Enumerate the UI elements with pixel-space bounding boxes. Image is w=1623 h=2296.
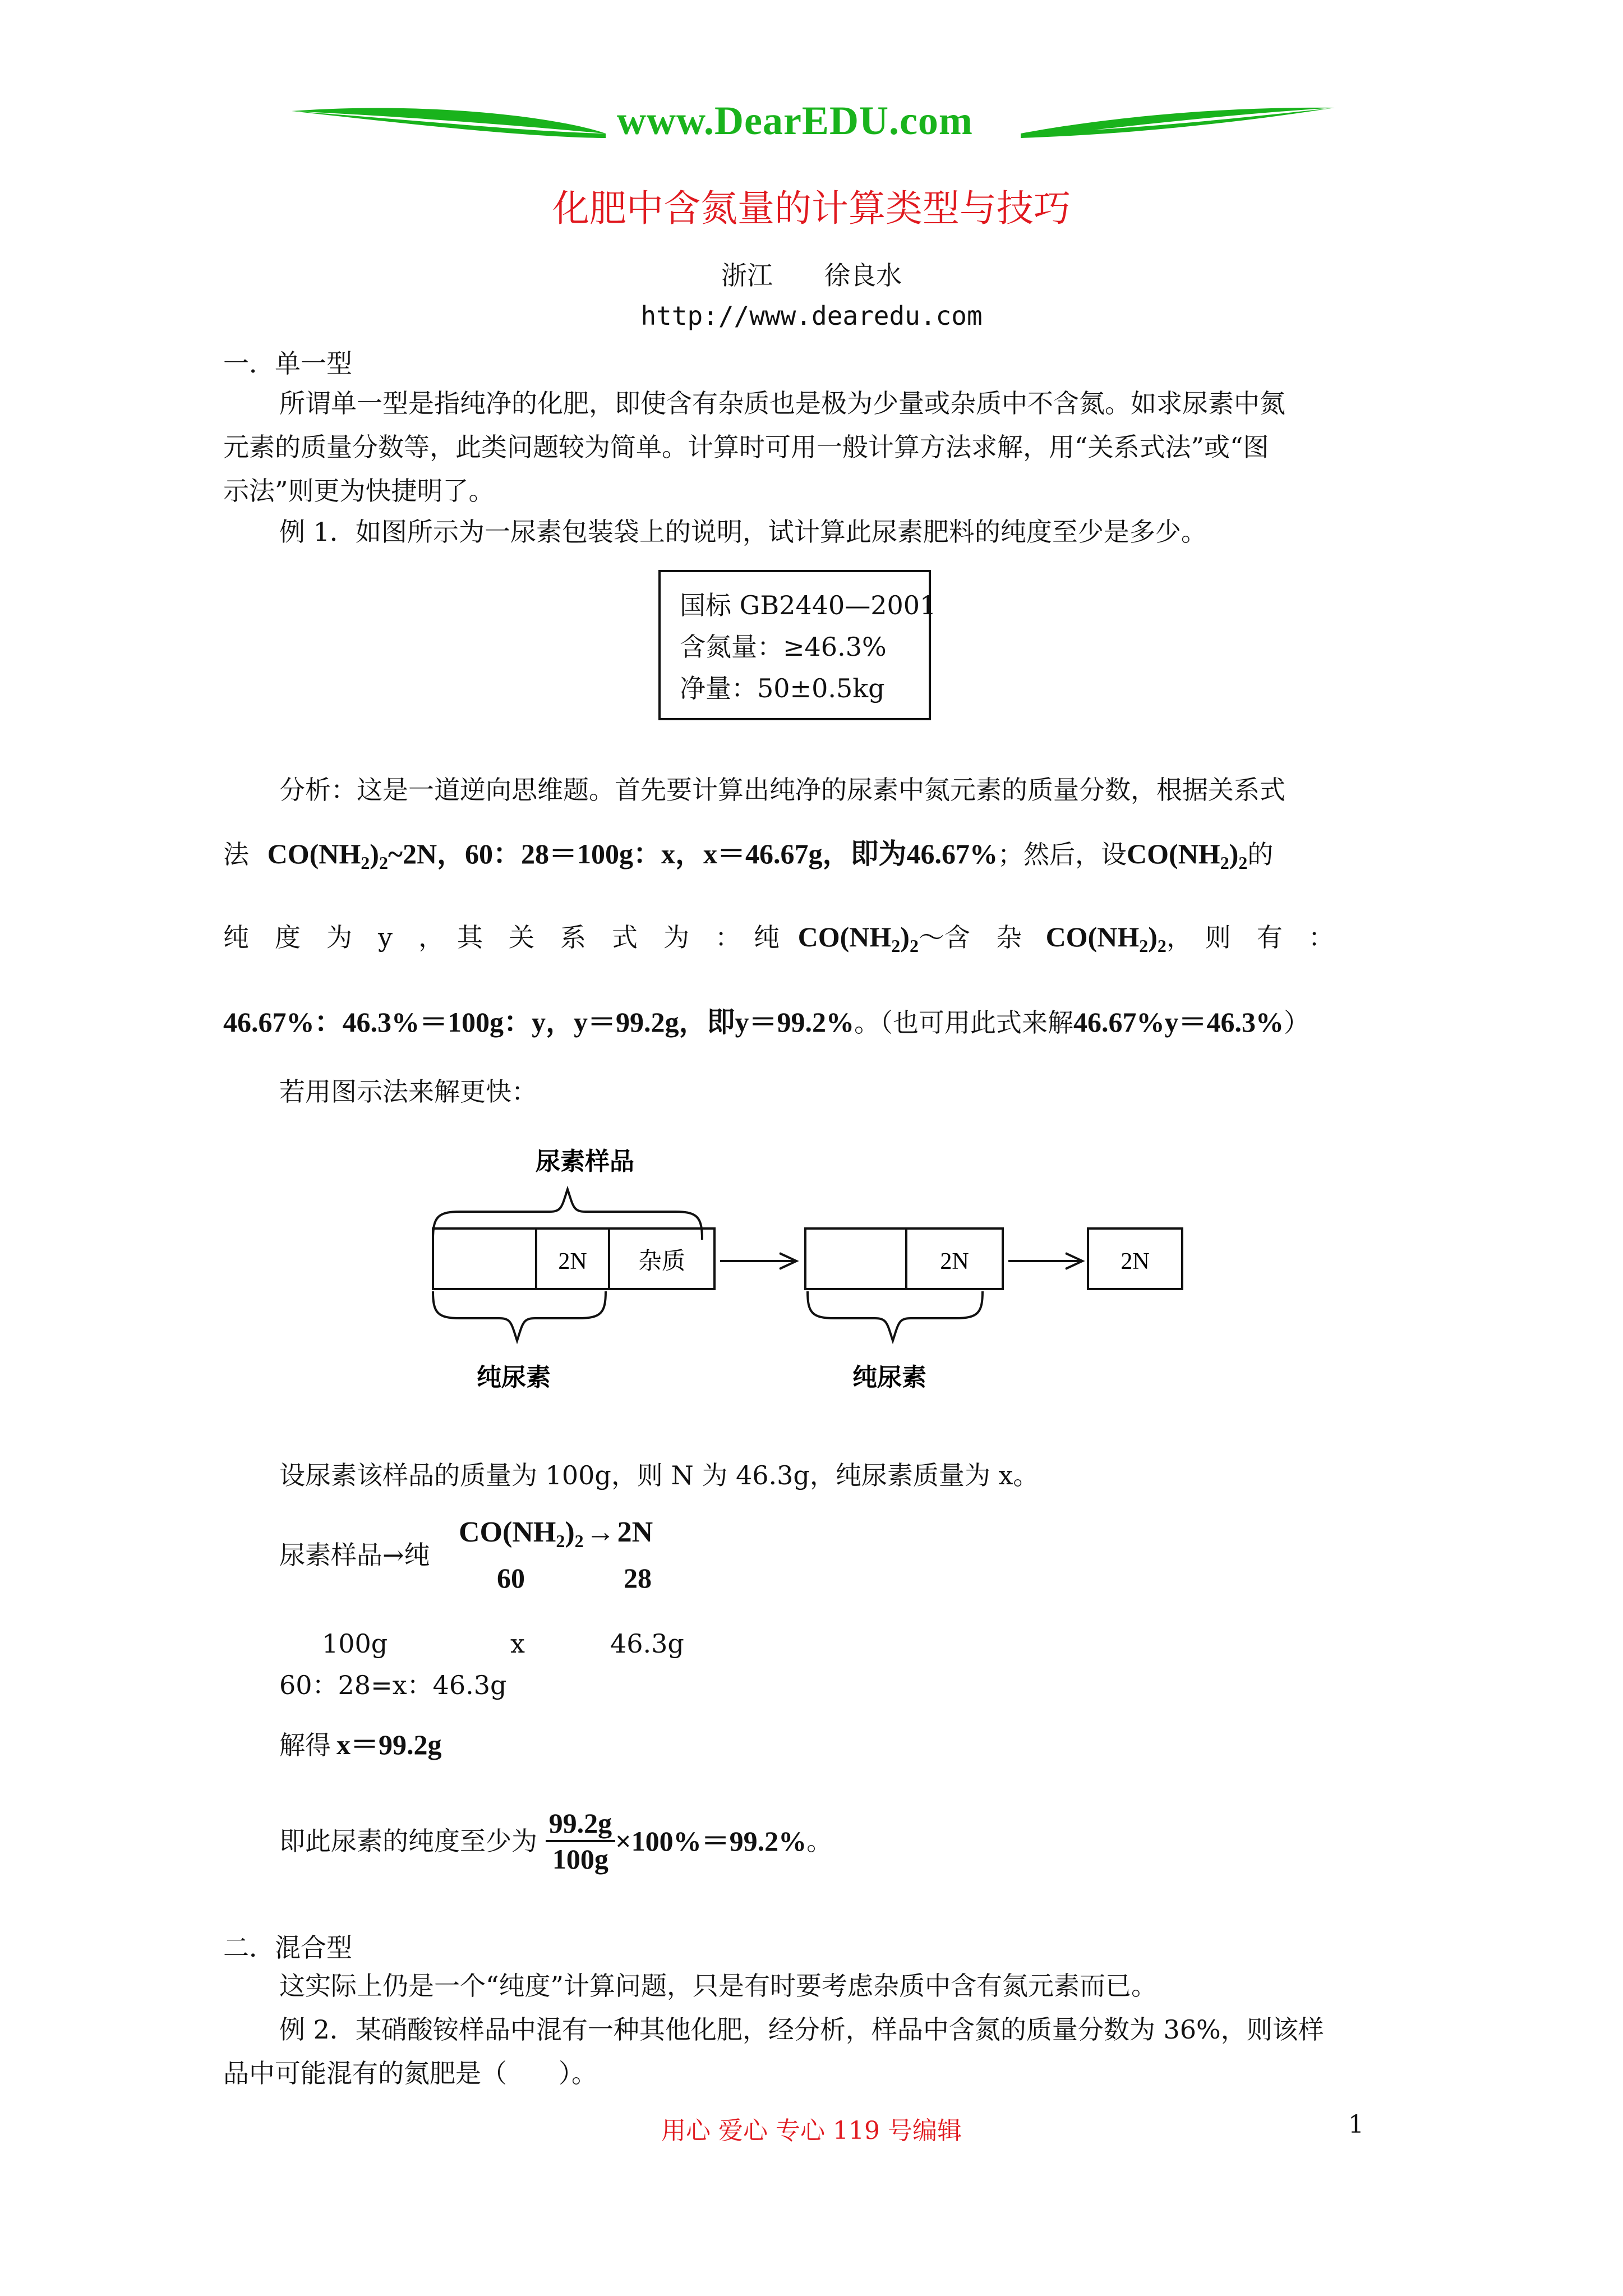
analysis-math: ~2N，60：28＝100g：x，x＝46.67g，即为46.67% (388, 838, 998, 869)
set-line: 设尿素该样品的质量为 100g，则 N 为 46.3g，纯尿素质量为 x。 (279, 1460, 1039, 1490)
bottom-brace (433, 1291, 606, 1341)
mass-x: x (510, 1628, 525, 1659)
source-url: http://www.dearedu.com (640, 301, 983, 331)
analysis-text: ～含 杂 (918, 922, 1022, 953)
analysis-text: ） (1284, 1007, 1310, 1038)
analysis-line: 分析：这是一道逆向思维题。首先要计算出纯净的尿素中氮元素的质量分数，根据关系式 (279, 775, 1285, 805)
intro-line: 示法”则更为快捷明了。 (223, 476, 495, 506)
chain-60: 60 (497, 1562, 525, 1594)
example2-line: 品中可能混有的氮肥是（ ）。 (223, 2058, 597, 2088)
intro-line: 元素的质量分数等，此类问题较为简单。计算时可用一般计算方法求解，用“关系式法”或“图 (223, 432, 1269, 462)
chain-28: 28 (624, 1562, 652, 1594)
purity-line (279, 1806, 832, 1876)
solve-line (279, 1728, 442, 1762)
analysis-text: 法 (223, 839, 249, 869)
analysis-text: ；然后，设 (998, 839, 1127, 869)
chain-formula: CO(NH (459, 1516, 556, 1548)
chain-formula-line: $CO(NH_2)_2\to 2N$ (459, 1516, 653, 1551)
formula-urea: CO(NH (267, 838, 361, 869)
box-pure-part (433, 1228, 536, 1289)
section1-heading: 一．单一型 (223, 348, 352, 379)
analysis-text: 的 (1247, 839, 1274, 869)
mass-46-3g: 46.3g (610, 1628, 684, 1659)
box-pure-part (805, 1228, 906, 1289)
diagram-bottom-label: 纯尿素 (477, 1363, 551, 1392)
label-line: 含氮量：≥46.3% (680, 632, 887, 662)
diagram-bottom-label: 纯尿素 (852, 1363, 926, 1392)
analysis-line4 (223, 1005, 1310, 1039)
diagram-2n-label: 2N (1121, 1249, 1150, 1274)
chain-prefix (279, 1538, 430, 1572)
urea-diagram (415, 1128, 1200, 1419)
analysis-text: ， 则 有 ： (1166, 922, 1334, 953)
arrow-right-icon: → (585, 1516, 615, 1548)
fraction-numerator: 99.2g (546, 1806, 616, 1842)
top-brace (433, 1189, 702, 1240)
section2-intro: 这实际上仍是一个“纯度”计算问题，只是有时要考虑杂质中含有氮元素而已。 (279, 1971, 1158, 2001)
purity-end: 。 (806, 1826, 833, 1856)
page-number: 1 (1348, 2110, 1364, 2139)
mass-100g: 100g (322, 1628, 388, 1659)
analysis-line2: 法 $CO(NH_2)_2\sim 2N$，60：28＝100g：x，x＝46.67g，即为46.67%；然后，设$CO(NH_2)_2$的 (223, 838, 1274, 873)
analysis-line3: 纯 度 为 y ， 其 关 系 式 为 ： 纯 $CO(NH_2)_2\sim$含 杂 $CO(NH_2)_2$， 则 有 ： (223, 921, 1334, 956)
diagram-2n-label: 2N (940, 1249, 969, 1274)
purity-fraction (546, 1806, 616, 1876)
label-line: 净量：50±0.5kg (680, 673, 885, 703)
header-logo (292, 84, 1335, 157)
intro-line: 所谓单一型是指纯净的化肥，即使含有杂质也是极为少量或杂质中不含氮。如求尿素中氮 (279, 388, 1285, 418)
chain-label: 尿素样品 (279, 1540, 382, 1570)
analysis-text: 纯 度 为 y ， 其 关 系 式 为 ： 纯 (223, 922, 780, 953)
logo-text: www.DearEDU.com (617, 98, 973, 143)
analysis-math: 46.67%：46.3%＝100g：y，y＝99.2g，即y＝99.2% (223, 1006, 854, 1038)
purity-math: ×100%＝99.2% (615, 1825, 807, 1857)
fraction-denominator: 100g (552, 1843, 608, 1875)
chain-2n: 2N (617, 1516, 653, 1548)
urea-label-box (658, 570, 937, 720)
author-line: 浙江 徐良水 (721, 260, 902, 291)
section2-heading: 二．混合型 (223, 1932, 352, 1963)
example2-line: 例 2．某硝酸铵样品中混有一种其他化肥，经分析，样品中含氮的质量分数为 36%，则该样 (279, 2014, 1324, 2045)
example1-text: 例 1．如图所示为一尿素包装袋上的说明，试计算此尿素肥料的纯度至少是多少。 (279, 517, 1207, 547)
page-title: 化肥中含氮量的计算类型与技巧 (552, 187, 1071, 230)
solve-prefix: 解得 (279, 1730, 331, 1760)
section1-intro (223, 381, 1429, 513)
diagram-2n-label: 2N (558, 1249, 587, 1274)
diagram-impurity-label: 杂质 (638, 1247, 686, 1274)
diagram-intro: 若用图示法来解更快： (279, 1076, 537, 1107)
bottom-brace (808, 1291, 983, 1341)
chain-label: 纯 (404, 1540, 430, 1570)
footer-text: 用心 爱心 专心 119 号编辑 (661, 2116, 962, 2145)
diagram-top-label: 尿素样品 (536, 1147, 634, 1176)
solve-math: x＝99.2g (336, 1729, 442, 1760)
analysis-text: 。（也可用此式来解 (854, 1007, 1073, 1038)
arrow-right-icon: → (382, 1540, 404, 1570)
purity-prefix: 即此尿素的纯度至少为 (279, 1826, 537, 1856)
label-line: 国标 GB2440—2001 (680, 590, 937, 620)
ratio-line: 60：28=x：46.3g (279, 1670, 507, 1700)
analysis-math: 46.67%y＝46.3% (1073, 1006, 1284, 1038)
